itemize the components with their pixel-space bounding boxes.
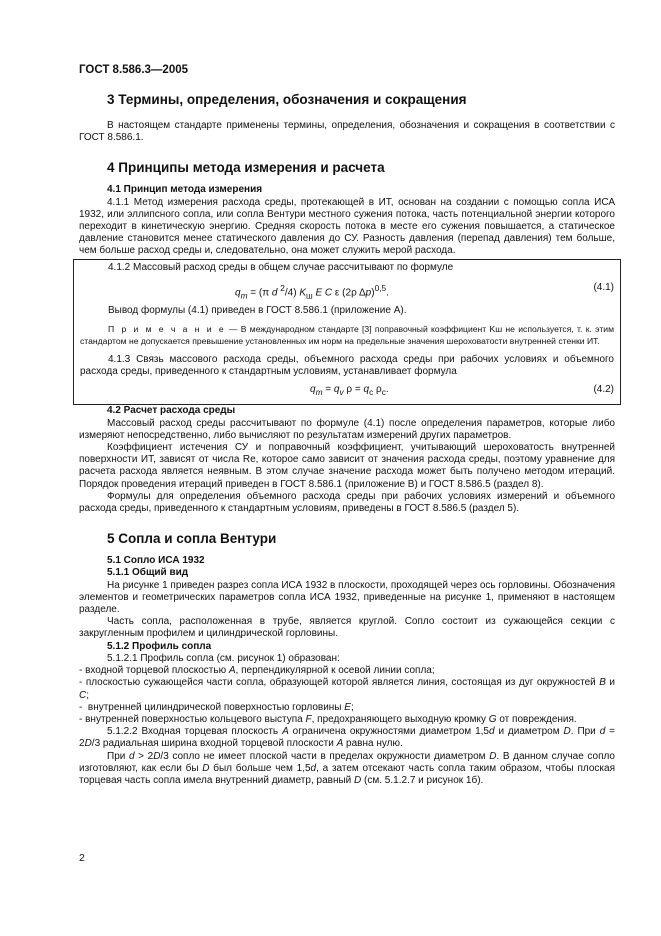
subsection-4-1-title: 4.1 Принцип метода измерения	[107, 184, 263, 196]
paragraph-4-2-a: Массовый расход среды рассчитывают по формуле (4.1) после определения параметров, которые либо измеряют непосредственно, либо вычисляют по результатам измерений других параметров.	[79, 417, 615, 441]
paragraph-4-1-2-derivation: Вывод формулы (4.1) приведен в ГОСТ 8.586.1 (приложение А).	[108, 304, 407, 316]
section-3-paragraph: В настоящем стандарте применены термины, определения, обозначения и сокращения в соответствии с ГОСТ 8.586.1.	[79, 120, 615, 144]
note	[80, 324, 614, 347]
section-4-title: 4 Принципы метода измерения и расчета	[107, 160, 385, 176]
section-5-title: 5 Сопла и сопла Вентури	[107, 531, 277, 547]
paragraph-4-2-c: Формулы для определения объемного расхода среды при рабочих условиях измерений и объемного расхода среды, приведенного к стандартным условиям, приведены в ГОСТ 8.586.5 (раздел 5).	[79, 490, 615, 515]
section-3-title: 3 Термины, определения, обозначения и сокращения	[107, 92, 467, 107]
paragraph-4-1-3: 4.1.3 Связь массового расхода среды, объемного расхода среды при рабочих условиях и объемного расхода среды, приведенного к стандартным условиям, устанавливает формула	[80, 354, 614, 378]
running-header: ГОСТ 8.586.3—2005	[79, 64, 189, 76]
subsection-5-1-2-title: 5.1.2 Профиль сопла	[107, 640, 212, 652]
formula-4-2	[80, 384, 614, 399]
formula-4-1-expression: $q_m = (\pi$ d $^2$/4) $K_ш$ E C ε (2ρ Δp)$^{0,5}$.	[235, 282, 389, 301]
paragraph-4-1-1: 4.1.1 Метод измерения расхода среды, протекающей в ИТ, основан на создании с помощью сопла ИСА 1932, или эллипсного сопла, или сопла Вентури местного сужения потока, часть потенциальной энергии которого переходит в кинетическую энергию. Средняя скорость потока в месте его сужения повышается, а статическое давление становится менее статического давления до СУ. Разность давления (перепад давления) тем больше, чем больше расход среды и, следовательно, она может служить мерой расхода.	[79, 196, 615, 257]
formula-4-1-number: (4.1)	[593, 281, 614, 293]
paragraph-4-1-2: 4.1.2 Массовый расход среды в общем случае рассчитывают по формуле	[108, 261, 454, 273]
paragraph-5-1-1-a: На рисунке 1 приведен разрез сопла ИСА 1932 в плоскости, проходящей через ось горловины. Обозначения элементов и геометрических параметров сопла ИСА 1932, приведенные на рисунке 1, применяют в настоящем разделе.	[79, 579, 615, 616]
list-item-e: - внутренней цилиндрической поверхностью горловины E;	[79, 701, 354, 713]
subsection-4-2-title: 4.2 Расчет расхода среды	[107, 405, 236, 417]
page-content	[79, 92, 615, 787]
note-label: П р и м е ч а н и е	[108, 324, 226, 335]
subsection-5-1-1-title: 5.1.1 Общий вид	[107, 567, 189, 579]
formula-4-2-number: (4.2)	[593, 384, 614, 396]
formula-4-2-expression: $q_m = q_v$ $\rho = q_c$ $\rho_c$.	[310, 384, 389, 398]
page-number: 2	[79, 852, 85, 864]
formula-4-1	[80, 281, 614, 301]
framed-block	[73, 259, 621, 406]
paragraph-5-1-2-2-a: 5.1.2.2 Входная торцевая плоскость A ограничена окружностями диаметром 1,5d и диаметром D. При d = 2D/3 радиальная ширина входной торцевой плоскости A равна нулю.	[79, 726, 616, 750]
subsection-5-1-title: 5.1 Сопло ИСА 1932	[107, 555, 205, 567]
list-item-f: - внутренней поверхностью кольцевого выступа F, предохраняющего выходную кромку G от повреждения.	[79, 713, 577, 725]
paragraph-5-1-2-1: 5.1.2.1 Профиль сопла (см. рисунок 1) образован:	[107, 652, 340, 664]
paragraph-5-1-2-2-b: При d > 2D/3 сопло не имеет плоской части в пределах окружности диаметром D. В данном случае сопло изготовляют, как если бы D был больше чем 1,5d, а затем отсекают часть сопла таким образом, чтобы плоская торцевая часть сопла имела внутренний диаметр, равный D (см. 5.1.2.7 и рисунок 1б).	[79, 750, 615, 786]
paragraph-4-2-b: Коэффициент истечения СУ и поправочный коэффициент, учитывающий шероховатость внутренней поверхности ИТ, зависят от числа Re, которое само зависит от значения расхода среды, поэтому уравнение для расчета расхода является неявным. В этом случае значение расхода может быть получено методом итераций. Порядок проведения итераций приведен в ГОСТ 8.586.1 (приложение В) и ГОСТ 8.586.5 (раздел 8).	[79, 442, 615, 490]
paragraph-5-1-1-b: Часть сопла, расположенная в трубе, является круглой. Сопло состоит из сужающейся секции с закругленным профилем и цилиндрической горловины.	[79, 616, 615, 640]
list-item-a: - входной торцевой плоскостью A, перпендикулярной к осевой линии сопла;	[79, 665, 435, 677]
list-item-b-c: - плоскостью сужающейся части сопла, образующей которой является линия, состоящая из дуг окружностей B и C;	[79, 677, 615, 701]
note-text: — В международном стандарте [3] поправочный коэффициент Kш не используется, т. к. этим стандартом не допускается превышение установленных им норм на предельные значения шероховатости внутренней стенки ИТ.	[80, 324, 614, 346]
